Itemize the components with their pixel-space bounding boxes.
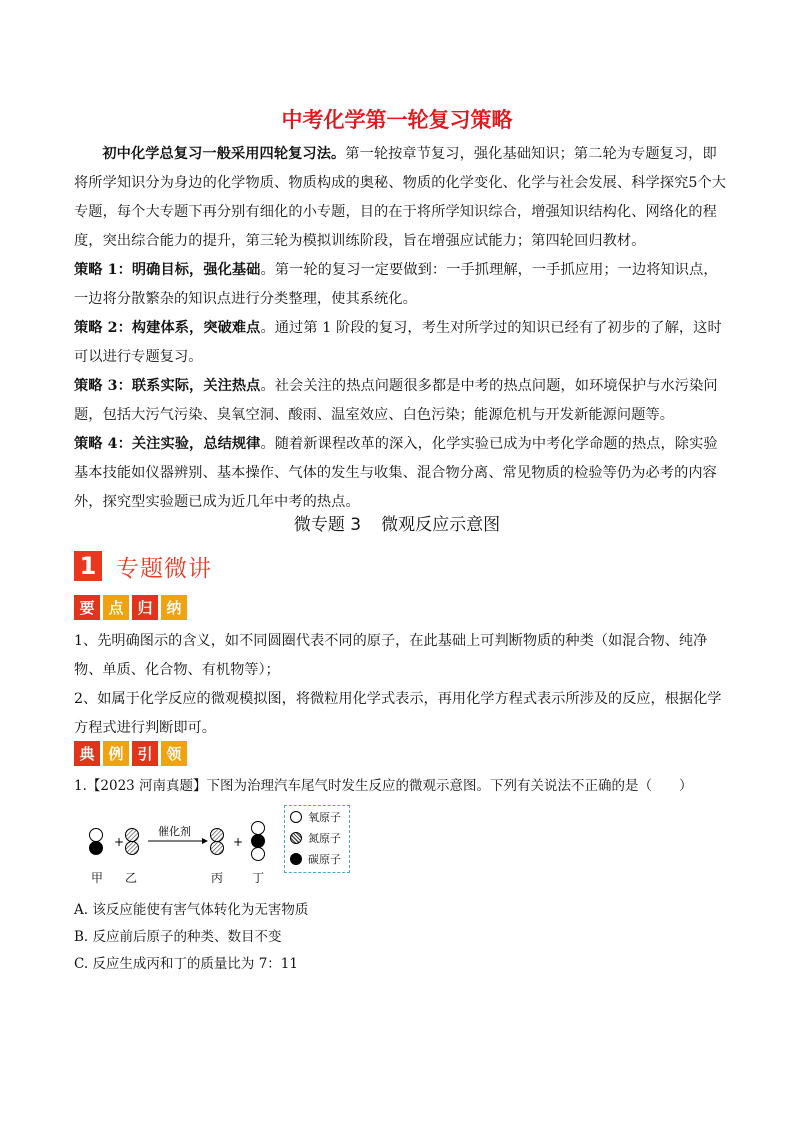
tag-char: 典 [74, 741, 100, 766]
page-title: 中考化学第一轮复习策略 [281, 108, 513, 132]
section-banner [74, 549, 212, 583]
catalyst-label: 催化剂 [158, 825, 191, 838]
tag-char: 领 [161, 741, 187, 766]
molecule-yi [126, 829, 139, 855]
tag-char: 要 [74, 595, 100, 620]
answer-options [74, 897, 308, 978]
reaction-diagram [74, 803, 374, 889]
legend-carbon: 碳原子 [285, 848, 349, 869]
legend-nitrogen: 氮原子 [285, 827, 349, 848]
banner-text: 专题微讲 [116, 555, 212, 582]
legend-oxygen: 氧原子 [285, 806, 349, 827]
tag-char: 点 [103, 595, 129, 620]
molecule-bing [211, 829, 224, 855]
option-a[interactable]: A. 该反应能使有害气体转化为无害物质 [74, 902, 309, 918]
intro-section [74, 140, 730, 517]
banner-number: 1 [74, 551, 102, 581]
summary-tag [74, 595, 187, 620]
question-stem: 1.【2023 河南真题】下图为治理汽车尾气时发生反应的微观示意图。下列有关说法不正确的是（ ） [74, 778, 693, 794]
intro-text: 第一轮按章节复习，强化基础知识；第二轮为专题复习，即将所学知识分为身边的化学物质、物质构成的奥秘、物质的化学变化、化学与社会发展、科学探究5个大专题，每个大专题下再分别有细化的小专题，目的在于将所学知识综合，增强知识结构化、网络化的程度，突出综合能力的提升，第三轮为模拟训练阶段，旨在增强应试能力；第四轮回归教材。 [74, 146, 727, 249]
plus-sign-2: + [233, 835, 244, 849]
arrow-head [202, 838, 208, 844]
option-c[interactable]: C. 反应生成丙和丁的质量比为 7：11 [74, 956, 298, 972]
tag-char: 归 [132, 595, 158, 620]
molecule-jia [90, 829, 103, 855]
strategy-3: 策略 3：联系实际，关注热点。社会关注的热点问题很多都是中考的热点问题，如环境保护与水污染问题，包括大污气污染、臭氧空洞、酸雨、温室效应、白色污染；能源危机与开发新能源问题等。 [74, 378, 718, 423]
tag-char: 引 [132, 741, 158, 766]
atom-legend [284, 805, 350, 873]
strategy-2: 策略 2：构建体系，突破难点。通过第 1 阶段的复习，考生对所学过的知识已经有了初步的了解，这时可以进行专题复习。 [74, 320, 722, 365]
reaction-svg [74, 803, 284, 869]
strategy-4: 策略 4：关注实验，总结规律。随着新课程改革的深入，化学实验已成为中考化学命题的热点，除实验基本技能如仪器辨别、基本操作、气体的发生与收集、混合物分离、常见物质的检验等仍为必考的内容外，探究型实验题已成为近几年中考的热点。 [74, 436, 718, 510]
key-point-1: 1、先明确图示的含义，如不同圆圈代表不同的原子，在此基础上可判断物质的种类（如混合物、纯净物、单质、化合物、有机物等）； [74, 633, 708, 678]
intro-paragraph [74, 140, 730, 256]
nitrogen-atom-icon [290, 832, 302, 844]
tag-char: 例 [103, 741, 129, 766]
option-b[interactable]: B. 反应前后原子的种类、数目不变 [74, 929, 282, 945]
label-ding: 丁 [252, 871, 265, 885]
oxygen-atom-icon [290, 811, 302, 823]
carbon-atom-icon [290, 853, 302, 865]
label-jia: 甲 [91, 871, 104, 885]
strategy-1: 策略 1：明确目标，强化基础。第一轮的复习一定要做到：一手抓理解，一手抓应用；一边将知识点，一边将分散繁杂的知识点进行分类整理，使其系统化。 [74, 262, 718, 307]
intro-lead: 初中化学总复习一般采用四轮复习法。 [102, 146, 346, 162]
key-points [74, 627, 730, 743]
tag-char: 纳 [161, 595, 187, 620]
key-point-2: 2、如属于化学反应的微观模拟图，将微粒用化学式表示，再用化学方程式表示所涉及的反应，根据化学方程式进行判断即可。 [74, 691, 722, 736]
subtopic-title: 微专题 3 微观反应示意图 [293, 515, 501, 535]
molecule-ding [252, 822, 265, 861]
label-yi: 乙 [125, 871, 138, 885]
example-tag [74, 741, 187, 766]
label-bing: 丙 [211, 871, 224, 885]
plus-sign-1: + [114, 835, 125, 849]
